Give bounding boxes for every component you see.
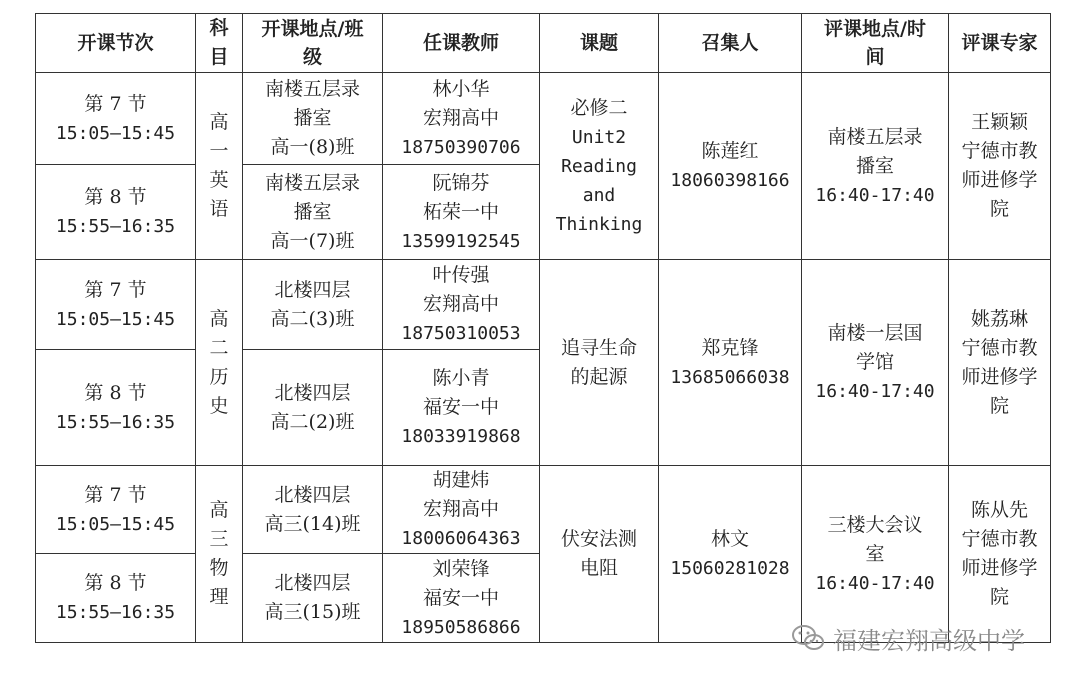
session-cell: 第 8 节 15:55—16:35	[36, 554, 196, 643]
header-convener: 召集人	[659, 14, 802, 73]
session-cell: 第 7 节 15:05—15:45	[36, 260, 196, 350]
topic-cell: 追寻生命 的起源	[540, 260, 659, 466]
venue-cell: 北楼四层 高三(15)班	[243, 554, 383, 643]
review-cell: 南楼一层国学馆 16:40-17:40	[802, 260, 949, 466]
table-row	[36, 466, 1051, 554]
header-venue: 开课地点/班级	[243, 14, 383, 73]
venue-cell: 南楼五层录播室 高一(8)班	[243, 73, 383, 165]
header-subject: 科目	[196, 14, 243, 73]
venue-cell: 南楼五层录播室 高一(7)班	[243, 165, 383, 260]
schedule-table	[35, 13, 1051, 643]
header-session: 开课节次	[36, 14, 196, 73]
table-row	[36, 73, 1051, 165]
subject-cell: 高三物理	[196, 466, 243, 643]
session-cell: 第 8 节 15:55—16:35	[36, 350, 196, 466]
topic-cell: 伏安法测 电阻	[540, 466, 659, 643]
teacher-cell: 陈小青 福安一中 18033919868	[383, 350, 540, 466]
header-topic: 课题	[540, 14, 659, 73]
teacher-cell: 林小华 宏翔高中 18750390706	[383, 73, 540, 165]
expert-cell: 姚荔琳 宁德市教师进修学院	[949, 260, 1051, 466]
watermark	[791, 620, 1025, 656]
header-teacher: 任课教师	[383, 14, 540, 73]
teacher-cell: 叶传强 宏翔高中 18750310053	[383, 260, 540, 350]
watermark-text: 福建宏翔高级中学	[833, 626, 1025, 655]
teacher-cell: 胡建炜 宏翔高中 18006064363	[383, 466, 540, 554]
venue-cell: 北楼四层 高三(14)班	[243, 466, 383, 554]
subject-cell: 高一英语	[196, 73, 243, 260]
venue-cell: 北楼四层 高二(3)班	[243, 260, 383, 350]
session-cell: 第 8 节 15:55—16:35	[36, 165, 196, 260]
venue-cell: 北楼四层 高二(2)班	[243, 350, 383, 466]
header-review: 评课地点/时间	[802, 14, 949, 73]
expert-cell: 陈从先 宁德市教师进修学院	[949, 466, 1051, 643]
session-cell: 第 7 节 15:05—15:45	[36, 466, 196, 554]
subject-cell: 高二历史	[196, 260, 243, 466]
table-row	[36, 260, 1051, 350]
session-cell: 第 7 节 15:05—15:45	[36, 73, 196, 165]
teacher-cell: 阮锦芬 柘荣一中 13599192545	[383, 165, 540, 260]
convener-cell: 林文 15060281028	[659, 466, 802, 643]
wechat-icon	[791, 623, 825, 653]
teacher-cell: 刘荣锋 福安一中 18950586866	[383, 554, 540, 643]
expert-cell: 王颖颖 宁德市教师进修学院	[949, 73, 1051, 260]
header-row	[36, 14, 1051, 73]
topic-cell: 必修二 Unit2 Reading and Thinking	[540, 73, 659, 260]
review-cell: 南楼五层录播室 16:40-17:40	[802, 73, 949, 260]
review-cell: 三楼大会议室 16:40-17:40	[802, 466, 949, 643]
convener-cell: 郑克锋 13685066038	[659, 260, 802, 466]
header-expert: 评课专家	[949, 14, 1051, 73]
convener-cell: 陈莲红 18060398166	[659, 73, 802, 260]
